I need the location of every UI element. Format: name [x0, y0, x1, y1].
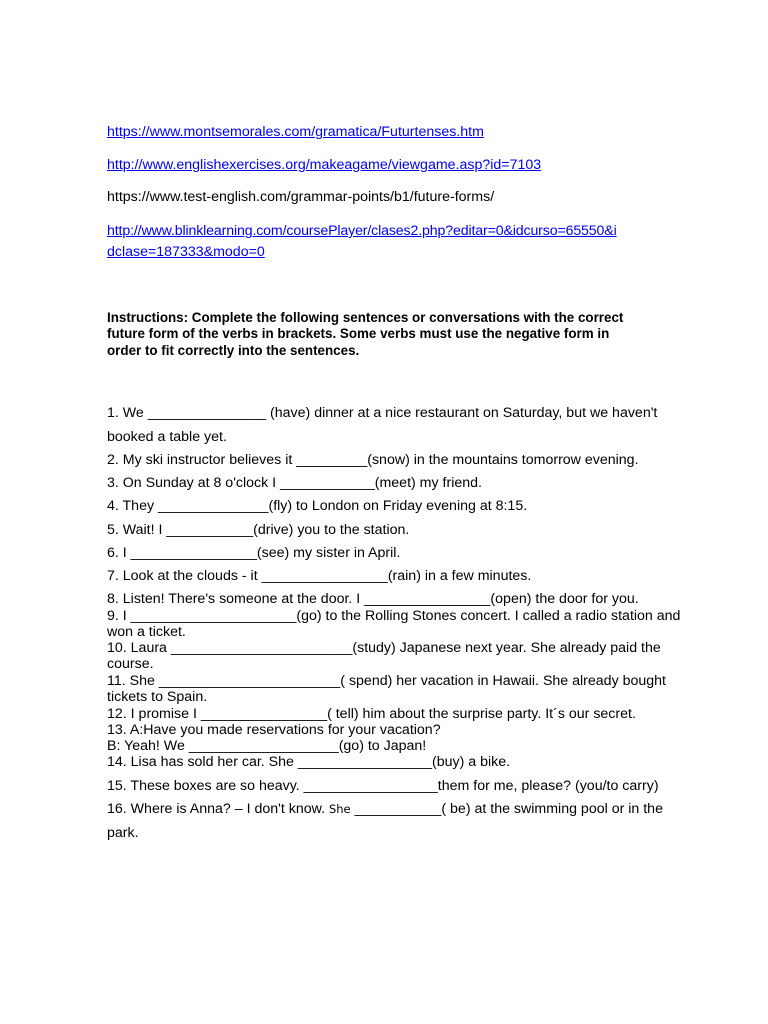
question-1-line-2: booked a table yet. [107, 429, 227, 445]
text-test-english-url: https://www.test-english.com/grammar-points/b1/future-forms/ [107, 189, 495, 205]
question-4: 4. They ______________(fly) to London on Friday evening at 8:15. [107, 498, 528, 514]
question-16-line-1 [107, 801, 663, 817]
question-11-line-1: 11. She _______________________( spend) her vacation in Hawaii. She already bought [107, 673, 666, 689]
question-10-line-1: 10. Laura _______________________(study) Japanese next year. She already paid the [107, 640, 661, 656]
question-8: 8. Listen! There's someone at the door. I ________________(open) the door for you. [107, 591, 639, 607]
question-9-line-1: 9. I _____________________(go) to the Rolling Stones concert. I called a radio station and [107, 608, 681, 624]
question-13-line-1: 13. A:Have you made reservations for your vacation? [107, 722, 441, 738]
question-6: 6. I ________________(see) my sister in April. [107, 545, 401, 561]
question-14: 14. Lisa has sold her car. She _________________(buy) a bike. [107, 754, 511, 770]
question-2: 2. My ski instructor believes it _________(snow) in the mountains tomorrow evening. [107, 452, 639, 468]
question-9-line-2: won a ticket. [107, 624, 186, 640]
link-blinklearning-line1[interactable]: http://www.blinklearning.com/coursePlayer/clases2.php?editar=0&idcurso=65550&i [107, 223, 617, 239]
link-blinklearning-line2[interactable]: dclase=187333&modo=0 [107, 244, 265, 260]
instructions-line-3: order to fit correctly into the sentences. [107, 343, 360, 358]
question-15: 15. These boxes are so heavy. _________________them for me, please? (you/to carry) [107, 778, 659, 794]
question-3: 3. On Sunday at 8 o'clock I ____________(meet) my friend. [107, 475, 482, 491]
question-10-line-2: course. [107, 656, 154, 672]
question-16-she: She [328, 802, 351, 816]
instructions-line-2: future form of the verbs in brackets. Some verbs must use the negative form in [107, 326, 610, 341]
question-16-prefix: 16. Where is Anna? – I don't know. [107, 801, 329, 817]
question-16-suffix: ___________( be) at the swimming pool or in the [350, 801, 663, 817]
question-7: 7. Look at the clouds - it ________________(rain) in a few minutes. [107, 568, 532, 584]
link-englishexercises[interactable]: http://www.englishexercises.org/makeagame/viewgame.asp?id=7103 [107, 157, 542, 173]
link-montsemorales[interactable]: https://www.montsemorales.com/gramatica/Futurtenses.htm [107, 124, 484, 140]
instructions-line-1: Instructions: Complete the following sentences or conversations with the correct [107, 310, 624, 325]
question-11-line-2: tickets to Spain. [107, 689, 208, 705]
question-5: 5. Wait! I ___________(drive) you to the station. [107, 522, 410, 538]
question-13-line-2: B: Yeah! We ___________________(go) to Japan! [107, 738, 427, 754]
question-12: 12. I promise I ________________( tell) him about the surprise party. It´s our secret. [107, 706, 636, 722]
question-1-line-1: 1. We _______________ (have) dinner at a nice restaurant on Saturday, but we haven't [107, 405, 658, 421]
question-16-line-2: park. [107, 825, 139, 841]
